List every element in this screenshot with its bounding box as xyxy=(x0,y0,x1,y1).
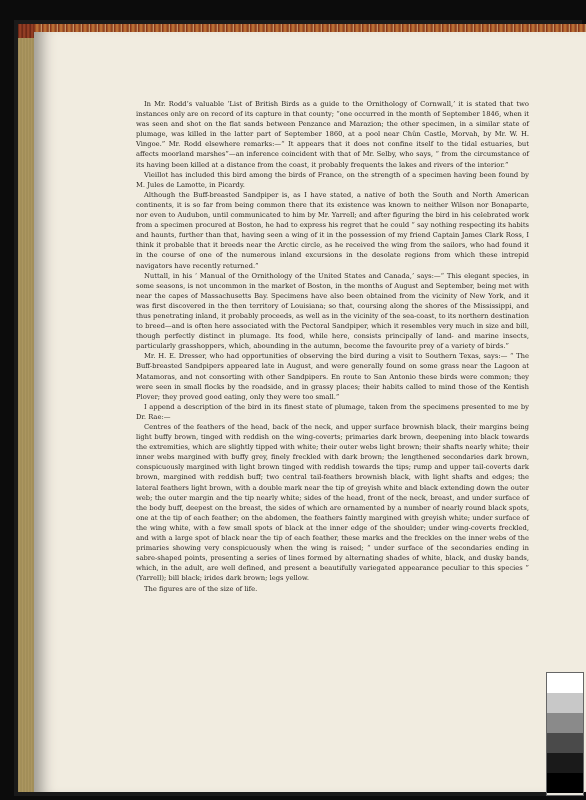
gilt-page-edge xyxy=(18,24,34,792)
paragraph: Mr. H. E. Dresser, who had opportunities of observing the bird during a visit to Southern Texas, says:— “ The Buff-breasted Sandpipers appeared late in August, and were generally found on some grass near the Lagoon at Matamoras, and not consorting with other Sandpipers. En route to San Antonio these birds were common; they were seen in small flocks by the roadside, and in grassy places; their habits called to mind those of the Kentish Plover; they proved good eating, only they were too small.” xyxy=(136,352,529,401)
paragraph: Although the Buff-breasted Sandpiper is, as I have stated, a native of both the South and North American continents, it is so far from being common there that its existence was known to neither Wilson nor Bonaparte, nor even to Audubon, until communicated to him by Mr. Yarrell; and after figuring the bird in his celebrated work from a specimen procured at Boston, he had to express his regret that he could “ say nothing respecting its habits and haunts, further than that, having seen a wing of it in the possession of my friend Captain James Clark Ross, I think it probable that it breeds near the Arctic circle, as he received the wing from the sailors, who had found it in the course of one of the numerous inland excursions in the desolate regions from which these intrepid navigators have recently returned.” xyxy=(136,190,529,270)
color-swatch xyxy=(547,693,583,713)
paragraph: I append a description of the bird in its finest state of plumage, taken from the specimens presented to me by Dr. Rae:— xyxy=(136,402,529,421)
color-swatch xyxy=(547,733,583,753)
color-reference-strip xyxy=(546,672,584,796)
paragraph: In Mr. Rodd’s valuable ‘List of British Birds as a guide to the Ornithology of Cornwall,’ it is stated that two instances only are on record of its capture in that county; “one occurred in the month of September 1846, when it was seen and shot on the flat sands between Penzance and Marazion; the other specimen, in a similar state of plumage, was killed in the latter part of September 1860, at a pool near Chûn Castle, Morvah, by Mr. W. H. Vingoe.” Mr. Rodd elsewhere remarks:—“ It appears that it does not confine itself to the tidal estuaries, but affects moorland marshes”—an inference coincident with that of Mr. Selby, who says, “ from the circumstance of its having been killed at a distance from the coast, it probably frequents the lakes and rivers of the interior.” xyxy=(136,100,529,169)
book-headband xyxy=(34,24,586,32)
color-swatch xyxy=(547,673,583,693)
color-swatch xyxy=(547,773,583,793)
paragraph: The figures are of the size of life. xyxy=(144,584,258,593)
color-swatch xyxy=(547,713,583,733)
color-swatch xyxy=(547,753,583,773)
paragraph: Centres of the feathers of the head, back of the neck, and upper surface brownish black, their margins being light buffy brown, tinged with reddish on the wing-coverts; primaries dark brown, deepening into black towards the extremities, which are slightly tipped with white; their outer webs light brown; their shafts nearly white; their inner webs margined with buffy grey, finely freckled with dark brown; the lengthened secondaries dark brown, conspicuously margined with light brown tinged with reddish towards the tips; rump and upper tail-coverts dark brown, margined with reddish buff; two central tail-feathers brownish black, with light shafts and edges; the lateral feathers light brown, with a double mark near the tip of greyish white and black extending down the outer web; the outer margin and the tip nearly white; sides of the head, front of the neck, breast, and under surface of the body buff, deepest on the breast, the sides of which are ornamented by a number of nearly round black spots, one at the tip of each feather; on the abdomen, the feathers faintly margined with greyish white; under surface of the wing white, with a few small spots of black at the inner edge of the shoulder; under wing-coverts freckled, and with a large spot of black near the tip of each feather, these marks and the freckles on the inner webs of the primaries showing very conspicuously when the wing is raised; “ under surface of the secondaries ending in sabre-shaped points, presenting a series of lines formed by alternating shades of white, black, and dusky bands, which, in the adult, are well defined, and present a beautifully variegated appearance peculiar to this species ” (Yarrell); bill black; irides dark brown; legs yellow. xyxy=(136,423,529,583)
paragraph: Vieillot has included this bird among the birds of France, on the strength of a specimen having been found by M. Jules de Lamotte, in Picardy. xyxy=(136,170,529,189)
page-text xyxy=(136,99,529,594)
paragraph: Nuttall, in his ‘ Manual of the Ornithology of the United States and Canada,’ says:—“ This elegant species, in some seasons, is not uncommon in the market of Boston, in the months of August and September, being met with near the capes of Massachusetts Bay. Specimens have also been obtained from the vicinity of New York, and it was first discovered in the then territory of Louisiana; so that, coursing along the shores of the Mississippi, and thus penetrating inland, it probably proceeds, as well as in the vicinity of the sea-coast, to its northern destination to breed—and is often here associated with the Pectoral Sandpiper, which it resembles very much in size and bill, though perfectly distinct in plumage. Its food, while here, consists principally of land- and marine insects, particularly grasshoppers, which, abounding in the autumn, become the favourite prey of a variety of birds.” xyxy=(136,271,529,351)
